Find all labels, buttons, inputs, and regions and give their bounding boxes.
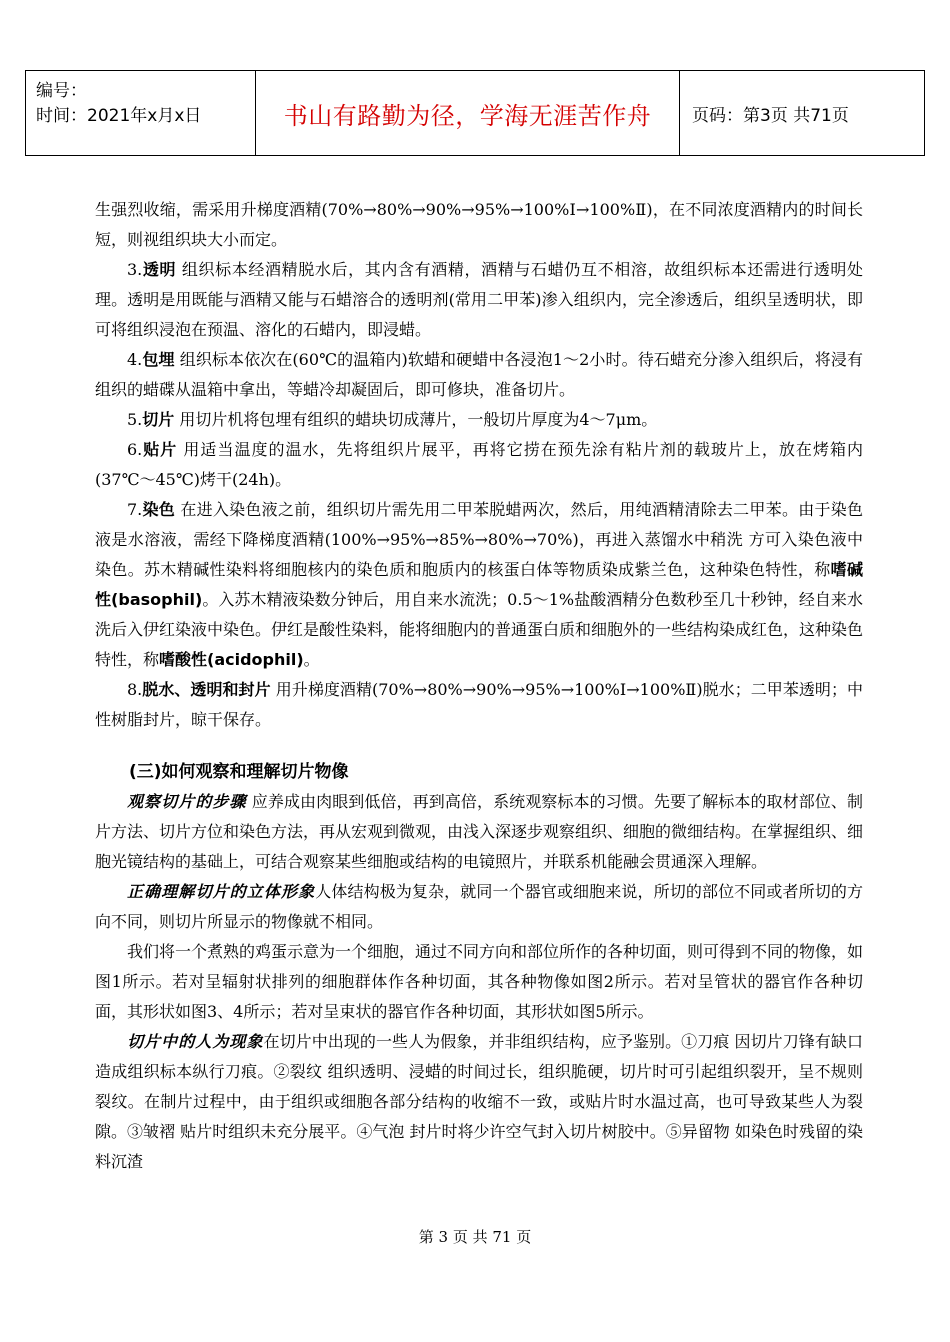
document-header	[25, 70, 925, 156]
paragraph-step-embedding	[95, 345, 863, 405]
step-term: 透明	[142, 260, 177, 279]
paragraph-step-dehydration	[95, 675, 863, 735]
step-text: 。	[303, 650, 320, 669]
step-term: 染色	[142, 500, 176, 519]
paragraph-artifacts	[95, 1027, 863, 1177]
step-number: 4.	[127, 350, 143, 369]
step-number: 6.	[127, 440, 143, 459]
paragraph-step-transparency	[95, 255, 863, 345]
step-number: 3.	[127, 260, 143, 279]
step-term: 包埋	[142, 350, 175, 369]
term-acidophil: 嗜酸性(acidophil)	[159, 650, 304, 669]
section-title: (三)如何观察和理解切片物像	[129, 762, 349, 782]
step-text: 组织标本依次在(60℃的温箱内)软蜡和硬蜡中各浸泡1～2小时。待石蜡充分渗入组织后，将浸有组织的蜡碟从温箱中拿出，等蜡冷却凝固后，即可修块，准备切片。	[95, 350, 863, 399]
step-term: 脱水、透明和封片	[142, 680, 271, 699]
step-number: 8.	[127, 680, 143, 699]
document-body	[95, 195, 863, 1177]
page-footer: 第 3 页 共 71 页	[418, 1228, 532, 1246]
paragraph-term: 切片中的人为现象	[127, 1032, 264, 1051]
step-text: 用适当温度的温水，先将组织片展平，再将它捞在预先涂有粘片剂的载玻片上，放在烤箱内(37℃～45℃)烤干(24h)。	[95, 440, 863, 489]
step-text: 用升梯度酒精(70%→80%→90%→95%→100%Ⅰ→100%Ⅱ)脱水；二甲苯透明；中性树脂封片，晾干保存。	[95, 680, 863, 729]
paragraph-step-mounting	[95, 435, 863, 495]
paragraph-3d-understanding	[95, 877, 863, 937]
step-number: 7.	[127, 500, 143, 519]
paragraph-step-staining	[95, 495, 863, 675]
paragraph-text: 应养成由肉眼到低倍，再到高倍，系统观察标本的习惯。先要了解标本的取材部位、制片方法、切片方位和染色方法，再从宏观到微观，由浅入深逐步观察组织、细胞的微细结构。在掌握组织、细胞光镜结构的基础上，可结合观察某些细胞或结构的电镜照片，并联系机能融会贯通深入理解。	[95, 792, 864, 871]
paragraph-continuation: 生强烈收缩，需采用升梯度酒精(70%→80%→90%→95%→100%Ⅰ→100%Ⅱ)，在不同浓度酒精内的时间长短，则视组织块大小而定。	[95, 200, 863, 249]
step-term: 贴片	[142, 440, 178, 459]
paragraph-text: 在切片中出现的一些人为假象，并非组织结构，应予鉴别。①刀痕 因切片刀锋有缺口造成组织标本纵行刀痕。②裂纹 组织透明、浸蜡的时间过长，组织脆硬，切片时可引起组织裂开，呈不规则裂纹。在制片过程中，由于组织或细胞各部分结构的收缩不一致，或贴片时水温过高，也可导致某些人为裂隙。③皱褶 贴片时组织未充分展平。④气泡 封片时将少许空气封入切片树胶中。⑤异留物 如染色时残留的染料沉渣	[95, 1032, 863, 1171]
header-meta	[26, 71, 256, 155]
paragraph-text: 人体结构极为复杂，就同一个器官或细胞来说，所切的部位不同或者所切的方向不同，则切片所显示的物像就不相同。	[95, 882, 863, 931]
step-text: 用切片机将包埋有组织的蜡块切成薄片，一般切片厚度为4～7μm。	[174, 410, 658, 429]
header-motto: 书山有路勤为径，学海无涯苦作舟	[256, 71, 680, 155]
step-number: 5.	[127, 410, 143, 429]
paragraph-step-sectioning	[95, 405, 863, 435]
step-term: 切片	[142, 410, 175, 429]
step-text: 组织标本经酒精脱水后，其内含有酒精，酒精与石蜡仍互不相溶，故组织标本还需进行透明处理。透明是用既能与酒精又能与石蜡溶合的透明剂(常用二甲苯)渗入组织内，完全渗透后，组织呈透明状，即可将组织浸泡在预温、溶化的石蜡内，即浸蜡。	[95, 260, 863, 339]
header-page-info: 页码：第3页 共71页	[692, 105, 849, 126]
term-basophil: 嗜碱性(basophil)	[95, 560, 863, 609]
step-text: 。入苏木精液染数分钟后，用自来水流洗；0.5～1%盐酸酒精分色数秒至几十秒钟，经自来水洗后入伊红染液中染色。伊红是酸性染料，能将细胞内的普通蛋白质和细胞外的一些结构染成红色，这种染色特性，称	[95, 590, 864, 669]
paragraph-term: 正确理解切片的立体形象	[127, 882, 316, 901]
paragraph-term: 观察切片的步骤	[127, 792, 247, 811]
document-number-label: 编号：	[36, 81, 87, 101]
document-time-label: 时间：2021年x月x日	[36, 106, 202, 126]
paragraph-observation-steps	[95, 787, 863, 877]
step-text: 在进入染色液之前，组织切片需先用二甲苯脱蜡两次，然后，用纯酒精清除去二甲苯。由于染色液是水溶液，需经下降梯度酒精(100%→95%→85%→80%→70%)，再进入蒸馏水中稍洗 方可入染色液中染色。苏木精碱性染料将细胞核内的染色质和胞质内的核蛋白体等物质染成紫兰色，这种染色特性，称	[95, 500, 863, 579]
paragraph-egg-example: 我们将一个煮熟的鸡蛋示意为一个细胞，通过不同方向和部位所作的各种切面，则可得到不同的物像，如图1所示。若对呈辐射状排列的细胞群体作各种切面，其各种物像如图2所示。若对呈管状的器官作各种切面，其形状如图3、4所示；若对呈束状的器官作各种切面，其形状如图5所示。	[95, 942, 864, 1021]
